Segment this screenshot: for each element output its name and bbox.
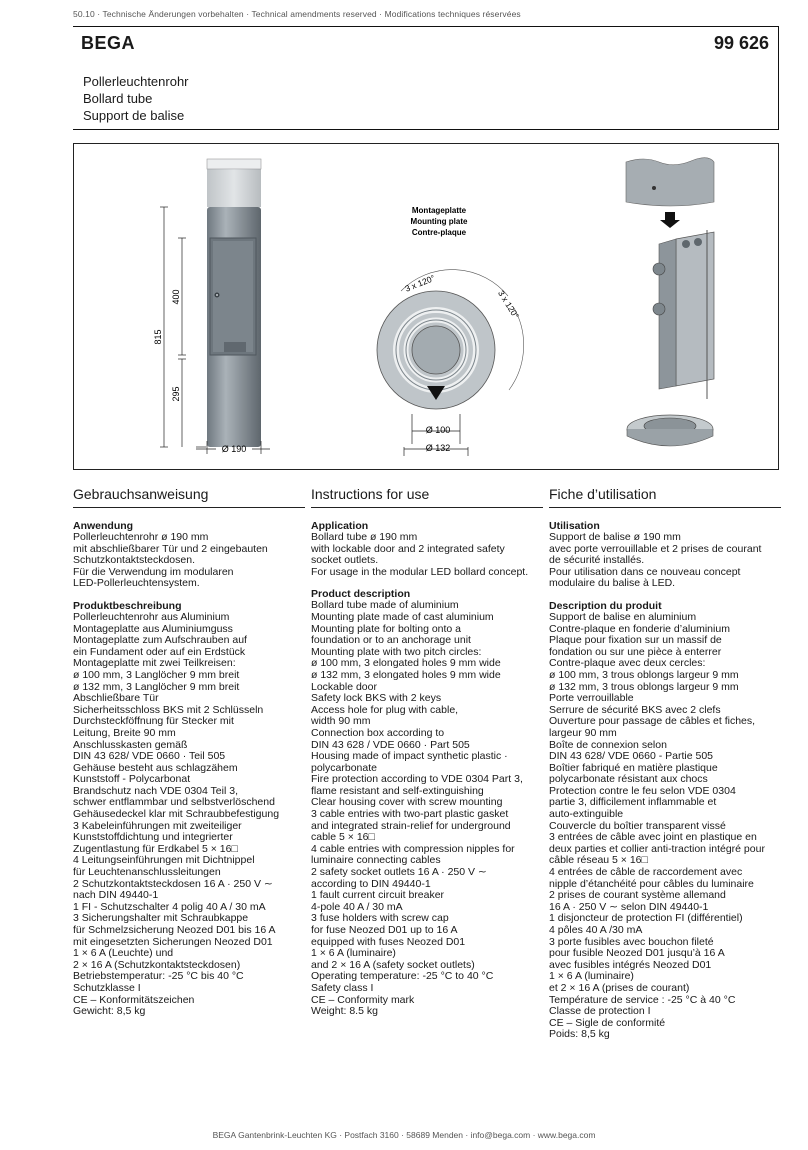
text-line: 1 × 6 A (luminaire) xyxy=(549,970,634,983)
section-heading: Product description xyxy=(311,588,411,601)
text-line: 1 FI - Schutzschalter 4 polig 40 A / 30 mA xyxy=(73,900,266,913)
text-line: Lockable door xyxy=(311,680,377,693)
dim-width-label: Ø 190 xyxy=(221,444,247,454)
text-line: Pollerleuchtenrohr aus Aluminium xyxy=(73,610,230,623)
text-line: For usage in the modular LED bollard concept. xyxy=(311,565,529,578)
text-line: Kunststoff - Polycarbonat xyxy=(73,773,191,786)
text-line: auto-extinguible xyxy=(549,808,624,821)
text-line: Poids: 8,5 kg xyxy=(549,1028,610,1041)
column-de xyxy=(73,486,305,1018)
text-line: Brandschutz nach VDE 0304 Teil 3, xyxy=(73,784,238,797)
section-heading: Description du produit xyxy=(549,599,662,612)
column-title: Fiche d’utilisation xyxy=(549,486,781,508)
text-line: Montageplatte aus Aluminiumguss xyxy=(73,622,233,635)
text-line: câble réseau 5 × 16□ xyxy=(549,854,648,867)
text-line: 1 × 6 A (Leuchte) und xyxy=(73,947,174,960)
text-line: 2 × 16 A (Schutzkontaktsteckdosen) xyxy=(73,958,241,971)
text-line: 4 cable entries with compression nipples for xyxy=(311,842,515,855)
plate-label-en: Mounting plate xyxy=(410,217,468,226)
text-line: Boîte de connexion selon xyxy=(549,738,667,751)
text-line: Montageplatte zum Aufschrauben auf xyxy=(73,634,247,647)
text-line: ø 100 mm, 3 Langlöcher 9 mm breit xyxy=(73,668,240,681)
text-line: cable 5 × 16□ xyxy=(311,831,375,844)
text-line: Mounting plate for bolting onto a xyxy=(311,622,462,635)
section-body xyxy=(549,612,781,1041)
plate-label-de: Montageplatte xyxy=(411,206,467,215)
arrow-down-icon xyxy=(660,212,680,228)
angle-label-right: 3 x 120° xyxy=(496,288,522,321)
text-line: 4 Leitungseinführungen mit Dichtnippel xyxy=(73,854,255,867)
text-line: Bollard tube made of aluminium xyxy=(311,599,459,612)
text-line: 4 pôles 40 A /30 mA xyxy=(549,924,643,936)
text-line: ø 132 mm, 3 trous oblongs largeur 9 mm xyxy=(549,680,739,693)
text-line: Bollard tube ø 190 mm xyxy=(311,531,418,543)
text-line: 16 A · 250 V ∼ selon DIN 49440-1 xyxy=(549,900,709,913)
text-line: Fire protection according to VDE 0304 Part 3, xyxy=(311,773,523,786)
text-line: foundation or to an anchorage unit xyxy=(311,634,471,647)
revision-note: 50.10 · Technische Änderungen vorbehalten · Technical amendments reserved · Modifications techniques réservées xyxy=(73,9,521,19)
text-line: Safety lock BKS with 2 keys xyxy=(311,692,442,705)
text-line: für Schmelzsicherung Neozed D01 bis 16 A xyxy=(73,924,276,936)
text-line: Porte verrouillable xyxy=(549,692,634,705)
text-line: 3 fuse holders with screw cap xyxy=(311,912,449,925)
text-line: Boîtier fabriqué en matière plastique xyxy=(549,761,718,774)
dim-lower-label: 295 xyxy=(171,386,181,402)
dim-inner-label: Ø 100 xyxy=(425,425,451,435)
text-line: polycarbonate résistant aux chocs xyxy=(549,773,708,786)
document-header xyxy=(73,26,779,130)
text-line: with lockable door and 2 integrated safety xyxy=(311,542,505,555)
product-names xyxy=(83,73,189,124)
text-line: socket outlets. xyxy=(311,554,379,567)
text-line: DIN 43 628 / VDE 0660 · Part 505 xyxy=(311,738,470,751)
text-line: Support de balise en aluminium xyxy=(549,610,697,623)
text-line: Ouverture pour passage de câbles et fiches, xyxy=(549,715,756,728)
text-line: Gewicht: 8,5 kg xyxy=(73,1005,146,1018)
section-heading: Anwendung xyxy=(73,520,134,532)
text-line: deux parties et collier anti-traction intégré pour xyxy=(549,842,765,855)
text-line: Contre-plaque avec deux cercles: xyxy=(549,657,706,670)
section-body xyxy=(73,612,305,1018)
text-line: Betriebstemperatur: -25 °C bis 40 °C xyxy=(73,970,244,983)
text-line: Operating temperature: -25 °C to 40 °C xyxy=(311,970,494,983)
text-line: ø 132 mm, 3 elongated holes 9 mm wide xyxy=(311,668,501,681)
product-name-de: Pollerleuchtenrohr xyxy=(83,74,189,89)
bollard-illustration xyxy=(207,159,261,447)
text-line: Durchsteckföffnung für Stecker mit xyxy=(73,715,234,728)
text-line: Zugentlastung für Erdkabel 5 × 16□ xyxy=(73,842,238,855)
installation-illustration xyxy=(626,158,714,446)
text-line: 3 Sicherungshalter mit Schraubkappe xyxy=(73,912,249,925)
footer-address: BEGA Gantenbrink-Leuchten KG · Postfach 3160 · 58689 Menden · info@bega.com · www.bega.com xyxy=(212,1130,596,1140)
angle-label-left: 3 x 120° xyxy=(403,272,437,294)
product-name-fr: Support de balise xyxy=(83,108,185,123)
text-line: Montageplatte mit zwei Teilkreisen: xyxy=(73,657,236,670)
text-line: Gehäuse besteht aus schlagzähem xyxy=(73,761,238,774)
dim-total-label: 815 xyxy=(153,329,163,345)
text-line: 1 fault current circuit breaker xyxy=(311,889,445,902)
text-line: Mounting plate with two pitch circles: xyxy=(311,645,482,658)
text-line: 3 porte fusibles avec bouchon fileté xyxy=(549,935,714,948)
text-line: largeur 90 mm xyxy=(549,726,617,739)
text-line: Leitung, Breite 90 mm xyxy=(73,726,176,739)
section-heading: Produktbeschreibung xyxy=(73,599,182,612)
text-line: 1 disjoncteur de protection FI (différentiel) xyxy=(549,912,743,925)
text-line: Clear housing cover with screw mounting xyxy=(311,796,503,809)
section-body xyxy=(73,532,305,590)
section-heading: Application xyxy=(311,520,369,532)
text-line: CE – Konformitätszeichen xyxy=(73,993,195,1006)
text-line: Schutzkontaktsteckdosen. xyxy=(73,554,195,567)
text-line: avec porte verrouillable et 2 prises de courant xyxy=(549,542,762,555)
text-line: Weight: 8.5 kg xyxy=(311,1005,378,1018)
text-line: equipped with fuses Neozed D01 xyxy=(311,935,466,948)
text-line: 1 × 6 A (luminaire) xyxy=(311,947,396,960)
lock-icon xyxy=(216,294,218,296)
dim-upper-label: 400 xyxy=(171,289,181,305)
text-line: for fuse Neozed D01 up to 16 A xyxy=(311,924,458,936)
text-line: flame resistant and self-extinguishing xyxy=(311,784,484,797)
text-line: Anschlusskasten gemäß xyxy=(73,738,188,751)
text-line: fondation ou sur une pièce à enterrer xyxy=(549,645,722,658)
text-line: Gehäusedeckel klar mit Schraubbefestigung xyxy=(73,808,280,821)
text-line: nach DIN 49440-1 xyxy=(73,889,159,902)
text-line: Access hole for plug with cable, xyxy=(311,703,459,716)
text-line: Support de balise ø 190 mm xyxy=(549,531,681,543)
text-line: DIN 43 628/ VDE 0660 - Partie 505 xyxy=(549,750,714,763)
text-line: according to DIN 49440-1 xyxy=(311,877,431,890)
drawing-svg xyxy=(74,144,780,471)
text-line: and integrated strain-relief for underground xyxy=(311,819,511,832)
text-line: et 2 × 16 A (prises de courant) xyxy=(549,981,690,994)
text-line: DIN 43 628/ VDE 0660 · Teil 505 xyxy=(73,750,226,763)
text-line: 3 cable entries with two-part plastic gasket xyxy=(311,808,509,821)
dim-outer-label: Ø 132 xyxy=(425,443,451,453)
text-line: 2 prises de courant système allemand xyxy=(549,889,726,902)
text-line: Für die Verwendung im modularen xyxy=(73,565,234,578)
text-line: Température de service : -25 °C à 40 °C xyxy=(549,993,736,1006)
text-line: nipple d’étanchéité pour câbles du luminaire xyxy=(549,877,754,890)
text-line: LED-Pollerleuchtensystem. xyxy=(73,577,200,590)
brand-logo: BEGA xyxy=(81,33,136,53)
text-line: Pollerleuchtenrohr ø 190 mm xyxy=(73,531,209,543)
text-line: mit eingesetzten Sicherungen Neozed D01 xyxy=(73,935,273,948)
column-fr xyxy=(549,486,781,1041)
column-title: Gebrauchsanweisung xyxy=(73,486,305,508)
text-line: 3 entrées de câble avec joint en plastique en xyxy=(549,831,757,844)
column-en xyxy=(311,486,543,1018)
text-line: ein Fundament oder auf ein Erdstück xyxy=(73,645,246,658)
text-line: 2 Schutzkontaktsteckdosen 16 A · 250 V ∼ xyxy=(73,877,273,890)
text-line: 4-pole 40 A / 30 mA xyxy=(311,900,403,913)
text-line: Pour utilisation dans ce nouveau concept xyxy=(549,565,741,578)
text-line: avec fusibles intégrés Neozed D01 xyxy=(549,958,712,971)
text-line: CE – Sigle de conformité xyxy=(549,1016,666,1029)
text-line: ø 100 mm, 3 trous oblongs largeur 9 mm xyxy=(549,668,739,681)
text-line: partie 3, difficilement inflammable et xyxy=(549,796,717,809)
text-line: Safety class I xyxy=(311,981,374,994)
section-body xyxy=(549,532,781,590)
section-body xyxy=(311,532,543,578)
section-heading: Utilisation xyxy=(549,520,600,532)
text-line: and 2 × 16 A (safety socket outlets) xyxy=(311,958,475,971)
text-line: Couvercle du boîtier transparent vissé xyxy=(549,819,726,832)
text-line: 3 Kabeleinführungen mit zweiteiliger xyxy=(73,819,242,832)
text-line: mit abschließbarer Tür und 2 eingebauten xyxy=(73,542,268,555)
text-line: polycarbonate xyxy=(311,761,377,774)
text-line: Contre-plaque en fonderie d’aluminium xyxy=(549,622,730,635)
text-line: 4 entrées de câble de raccordement avec xyxy=(549,866,743,879)
text-line: ø 132 mm, 3 Langlöcher 9 mm breit xyxy=(73,680,240,693)
text-line: ø 100 mm, 3 elongated holes 9 mm wide xyxy=(311,657,501,670)
text-line: 2 safety socket outlets 16 A · 250 V ∼ xyxy=(311,866,487,879)
text-line: luminaire connecting cables xyxy=(311,854,441,867)
text-line: Classe de protection I xyxy=(549,1005,651,1018)
height-dimensions xyxy=(160,207,206,447)
text-line: Housing made of impact synthetic plastic · xyxy=(311,750,508,763)
section-body xyxy=(311,600,543,1017)
text-line: Connection box according to xyxy=(311,726,445,739)
text-line: Abschließbare Tür xyxy=(73,692,159,705)
text-line: Mounting plate made of cast aluminium xyxy=(311,610,494,623)
article-number: 99 626 xyxy=(713,33,769,53)
column-title: Instructions for use xyxy=(311,486,543,508)
plate-label-fr: Contre-plaque xyxy=(411,228,467,237)
text-line: Plaque pour fixation sur un massif de xyxy=(549,634,722,647)
text-line: Sicherheitsschloss BKS mit 2 Schlüsseln xyxy=(73,703,264,716)
technical-drawing xyxy=(73,143,779,470)
text-line: width 90 mm xyxy=(311,715,371,728)
text-line: CE – Conformity mark xyxy=(311,993,415,1006)
text-line: modulaire du balise à LED. xyxy=(549,577,676,590)
text-line: Kunststoffdichtung und integrierter xyxy=(73,831,233,844)
product-name-en: Bollard tube xyxy=(83,91,153,106)
text-line: pour fusible Neozed D01 jusqu’à 16 A xyxy=(549,947,725,960)
text-line: schwer entflammbar und selbstverlöschend xyxy=(73,796,275,809)
text-line: Serrure de sécurité BKS avec 2 clefs xyxy=(549,703,721,716)
text-line: de sécurité installés. xyxy=(549,554,645,567)
text-line: für Leuchtenanschlussleitungen xyxy=(73,866,221,879)
text-line: Schutzklasse I xyxy=(73,981,141,994)
text-line: Protection contre le feu selon VDE 0304 xyxy=(549,784,736,797)
